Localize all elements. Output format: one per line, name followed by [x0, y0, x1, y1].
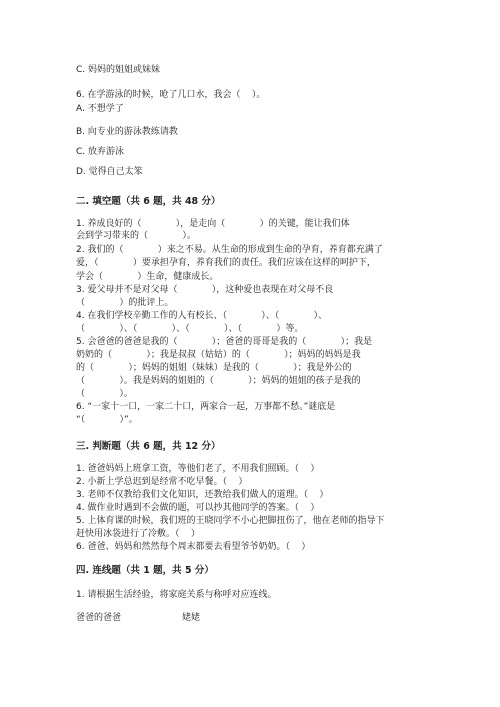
fill-q2-line1: 2. 我们的（ ）来之不易。从生命的形成到生命的孕育，养育都充满了 — [76, 245, 383, 255]
fill-q5-line1: 5. 会爸爸的爸爸是我的（ ）；爸爸的哥哥是我的（ ）；我是 — [76, 337, 373, 347]
fill-q2-line3: 学会（ ）生命，健康成长。 — [76, 272, 219, 282]
fill-q3-line1: 3. 爱父母并不是对父母（ ），这种爱也表现在对父母不良 — [76, 285, 334, 295]
judge-q5-line1: 5. 上体育课的时候，我们班的王晓同学不小心把脚扭伤了，他在老师的指导下 — [76, 516, 385, 526]
judge-q6: 6. 爸爸、妈妈和然然每个周末都要去看望爷爷奶奶。（ ） — [76, 542, 311, 552]
judge-q5-line2: 赶快用冰袋进行了冷敷。（ ） — [76, 529, 200, 539]
fill-q5-line3: 的（ ）；妈妈的姐姐（妹妹）是我的（ ）；我是外公的 — [76, 363, 352, 373]
option-b: B. 向专业的游泳教练请教 — [76, 127, 178, 137]
fill-q5-line5: （ ）。 — [76, 389, 133, 399]
fill-q1-line2: 会到学习带来的（ ）。 — [76, 231, 196, 241]
option-d: D. 觉得自己太笨 — [76, 167, 143, 177]
question-6-swim: 6. 在学游泳的时候，呛了几口水，我会（ ）。 — [76, 90, 266, 100]
fill-q4-line2: （ ）、（ ）、（ ）、（ ）等。 — [76, 324, 304, 334]
fill-q5-line4: （ ）。我是妈妈的姐姐的（ ）；妈妈的姐姐的孩子是我的 — [76, 376, 361, 386]
fill-q6-line2: “（ ）”。 — [76, 415, 138, 425]
option-a: A. 不想学了 — [76, 104, 124, 114]
matching-left-item: 爸爸的爸爸 — [76, 613, 122, 623]
fill-q6-line1: 6. “一家十一口，一家二十口，两家合一起，万事都不愁。”谜底是 — [76, 402, 336, 412]
matching-right-item: 姥姥 — [182, 613, 201, 623]
section-judgement-heading: 三. 判断题（共 6 题，共 12 分） — [76, 441, 221, 452]
judge-q3: 3. 老师不仅教给我们文化知识，还教给我们做人的道理。（ ） — [76, 490, 329, 500]
fill-q2-line2: 爱，（ ）要承担孕育，养育我们的责任。我们应该在这样的呵护下， — [76, 258, 376, 268]
matching-q1: 1. 请根据生活经验，将家庭关系与称呼对应连线。 — [76, 590, 277, 600]
fill-q3-line2: （ ）的批评上。 — [76, 298, 174, 308]
fill-q1-line1: 1. 养成良好的（ ），是走向（ ）的关键，能让我们体 — [76, 219, 350, 229]
judge-q4: 4. 做作业时遇到不会做的题，可以抄其他同学的答案。（ ） — [76, 503, 320, 513]
option-c-aunt: C. 妈妈的姐姐或妹妹 — [76, 65, 161, 75]
section-fill-in-heading: 二. 填空题（共 6 题，共 48 分） — [76, 196, 221, 207]
option-c: C. 放弃游泳 — [76, 147, 125, 157]
fill-q4-line1: 4. 在我们学校辛勤工作的人有校长、（ ）、（ ）、 — [76, 311, 328, 321]
judge-q2: 2. 小新上学总迟到是经常不吃早餐。（ ） — [76, 477, 248, 487]
section-matching-heading: 四. 连线题（共 1 题，共 5 分） — [76, 565, 214, 576]
judge-q1: 1. 爸爸妈妈上班拿工资，等他们老了，不用我们照顾。（ ） — [76, 464, 320, 474]
fill-q5-line2: 奶奶的（ ）；我是叔叔（姑姑）的（ ）；妈妈的妈妈是我 — [76, 350, 361, 360]
